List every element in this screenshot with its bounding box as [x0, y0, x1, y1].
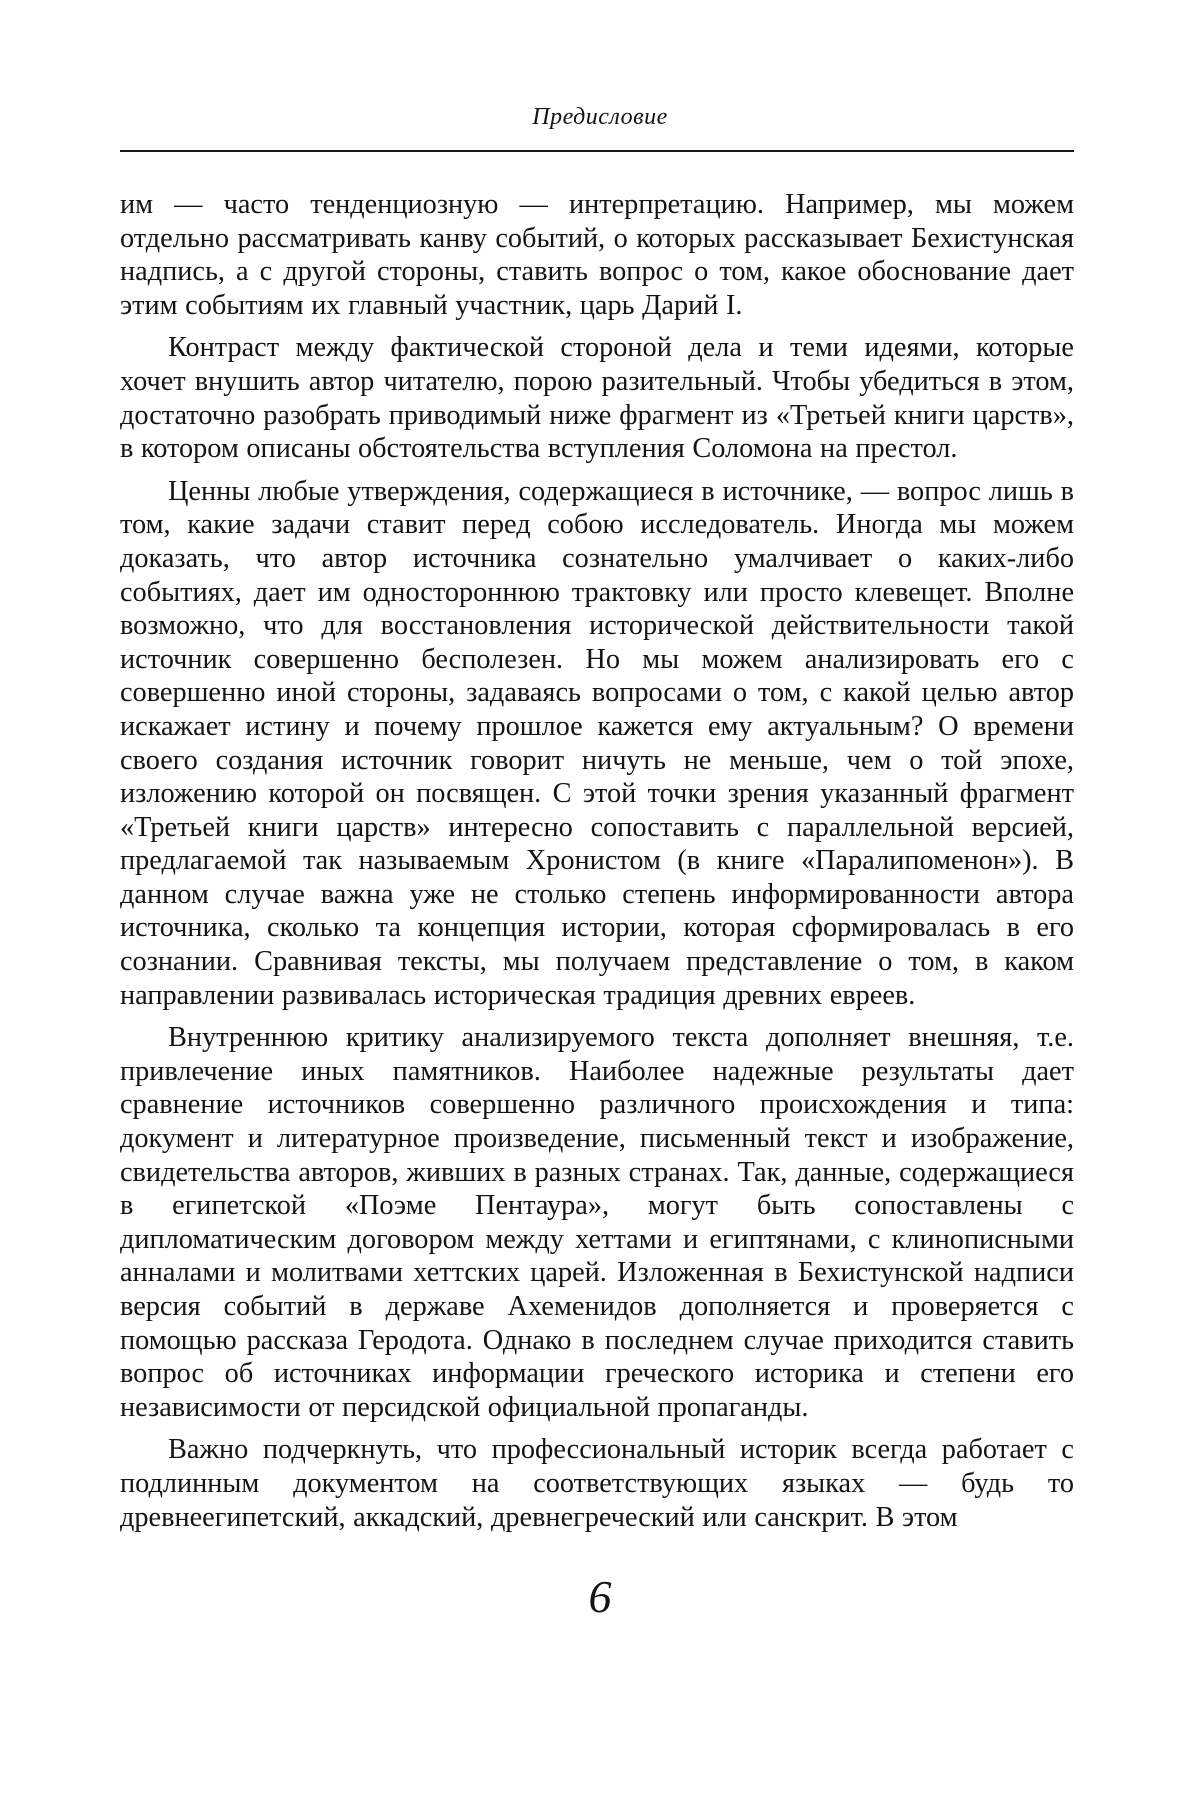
paragraph-1: им — часто тенденциозную — интерпретацию. Например, мы можем отдельно рассматривать канву событий, о которых рассказывает Бехистунская надпись, а с другой стороны, ставить вопрос о том, какое обоснование дает этим событиям их главный участник, царь Дарий I.: [120, 189, 1074, 321]
paragraph-5: Важно подчеркнуть, что профессиональный историк всегда работает с подлинным документом на соответствующих языках — будь то древнеегипетский, аккадский, древнегреческий или санскрит. В этом: [120, 1434, 1074, 1533]
paragraph-3: Ценны любые утверждения, содержащиеся в источнике, — вопрос лишь в том, какие задачи ставит перед собою исследователь. Иногда мы можем доказать, что автор источника сознательно умалчивает о каких-либо событиях, дает им одностороннюю трактовку или просто клевещет. Вполне возможно, что для восстановления исторической действительности такой источник совершенно бесполезен. Но мы можем анализировать его с совершенно иной стороны, задаваясь вопросами о том, с какой целью автор искажает истину и почему прошлое кажется ему актуальным? О времени своего создания источник говорит ничуть не меньше, чем о той эпохе, изложению которой он посвящен. С этой точки зрения указанный фрагмент «Третьей книги царств» интересно сопоставить с параллельной версией, предлагаемой так называемым Хронистом (в книге «Паралипоменон»). В данном случае важна уже не столько степень информированности автора источника, сколько та концепция истории, которая сформировалась в его сознании. Сравнивая тексты, мы получаем представление о том, в каком направлении развивалась историческая традиция древних евреев.: [120, 475, 1074, 1011]
page-number: 6: [588, 1571, 612, 1622]
header-rule: [120, 150, 1074, 152]
paragraph-2: Контраст между фактической стороной дела и теми идеями, которые хочет внушить автор читателю, порою разительный. Чтобы убедиться в этом, достаточно разобрать приводимый ниже фрагмент из «Третьей книги царств», в котором описаны обстоятельства вступления Соломона на престол.: [120, 332, 1074, 465]
body-text: [120, 188, 1074, 1534]
paragraph-4: Внутреннюю критику анализируемого текста дополняет внешняя, т.е. привлечение иных памятников. Наиболее надежные результаты дает сравнение источников совершенно различного происхождения и типа: документ и литературное произведение, письменный текст и изображение, свидетельства авторов, живших в разных странах. Так, данные, содержащиеся в египетской «Поэме Пентаура», могут быть сопоставлены с дипломатическим договором между хеттами и египтянами, с клинописными анналами и молитвами хеттских царей. Изложенная в Бехистунской надписи версия событий в державе Ахеменидов дополняется и проверяется с помощью рассказа Геродота. Однако в последнем случае приходится ставить вопрос об источниках информации греческого историка и степени его независимости от персидской официальной пропаганды.: [120, 1022, 1074, 1423]
running-title: Предисловие: [532, 104, 668, 130]
